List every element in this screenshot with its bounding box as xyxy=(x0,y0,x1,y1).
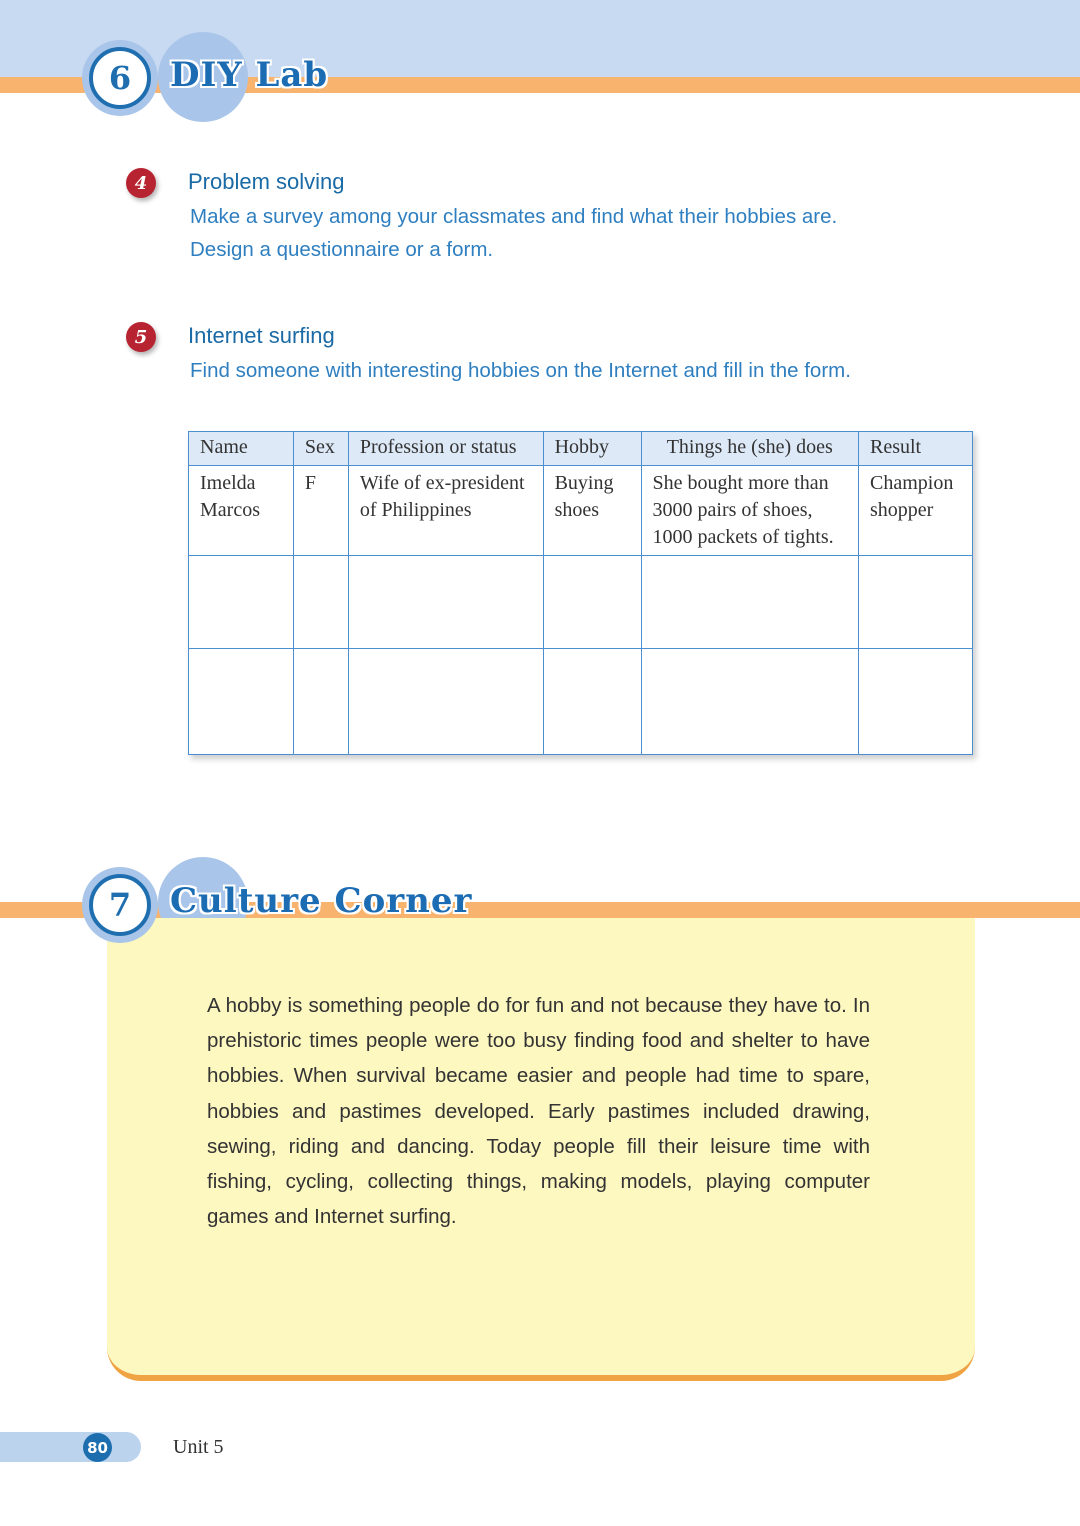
table-cell[interactable] xyxy=(859,556,973,649)
table-header-row xyxy=(189,432,973,466)
table-cell[interactable] xyxy=(641,649,858,755)
table-cell[interactable] xyxy=(543,649,641,755)
task-text: Make a survey among your classmates and find what their hobbies are. Design a questionnaire or a form. xyxy=(190,205,838,261)
table-cell[interactable] xyxy=(293,556,348,649)
task-number-badge: 4 xyxy=(126,168,156,198)
table-cell: Champion shopper xyxy=(859,466,973,556)
footer-bar xyxy=(0,1432,141,1462)
table-cell[interactable] xyxy=(543,556,641,649)
table-cell: Buying shoes xyxy=(543,466,641,556)
table-cell[interactable] xyxy=(348,649,543,755)
task-text: Find someone with interesting hobbies on the Internet and fill in the form. xyxy=(190,359,851,382)
section-title-diy-lab: DIY Lab xyxy=(170,55,329,95)
column-header: Sex xyxy=(293,432,348,466)
table-cell[interactable] xyxy=(859,649,973,755)
section-title-culture-corner: Culture Corner xyxy=(170,881,473,921)
table-row[interactable] xyxy=(189,649,973,755)
table-cell: F xyxy=(293,466,348,556)
task-number-badge: 5 xyxy=(126,322,156,352)
table-cell[interactable] xyxy=(189,556,294,649)
table-cell: Imelda Marcos xyxy=(189,466,294,556)
column-header: Hobby xyxy=(543,432,641,466)
table-row xyxy=(189,466,973,556)
table-cell[interactable] xyxy=(348,556,543,649)
unit-label: Unit 5 xyxy=(173,1436,224,1458)
section-number-badge: 6 xyxy=(89,47,151,109)
column-header: Profession or status xyxy=(348,432,543,466)
task-heading: Problem solving xyxy=(188,169,345,194)
column-header: Name xyxy=(189,432,294,466)
table-cell: She bought more than 3000 pairs of shoes, 1000 packets of tights. xyxy=(641,466,858,556)
page-number: 80 xyxy=(83,1433,112,1462)
task-heading: Internet surfing xyxy=(188,323,335,348)
culture-text: A hobby is something people do for fun and not because they have to. In prehistoric times people were too busy finding food and shelter to have hobbies. When survival became easier and people had time to spare, hobbies and pastimes developed. Early pastimes included drawing, sewing, riding and dancing. Today people fill their leisure time with fishing, cycling, collecting things, making models, playing computer games and Internet surfing. xyxy=(207,994,870,1229)
column-header: Things he (she) does xyxy=(641,432,858,466)
table-cell[interactable] xyxy=(293,649,348,755)
hobby-form-table xyxy=(188,431,973,755)
table-cell: Wife of ex-president of Philippines xyxy=(348,466,543,556)
table-cell[interactable] xyxy=(641,556,858,649)
table-cell[interactable] xyxy=(189,649,294,755)
column-header: Result xyxy=(859,432,973,466)
table-row[interactable] xyxy=(189,556,973,649)
section-number-badge: 7 xyxy=(89,874,151,936)
